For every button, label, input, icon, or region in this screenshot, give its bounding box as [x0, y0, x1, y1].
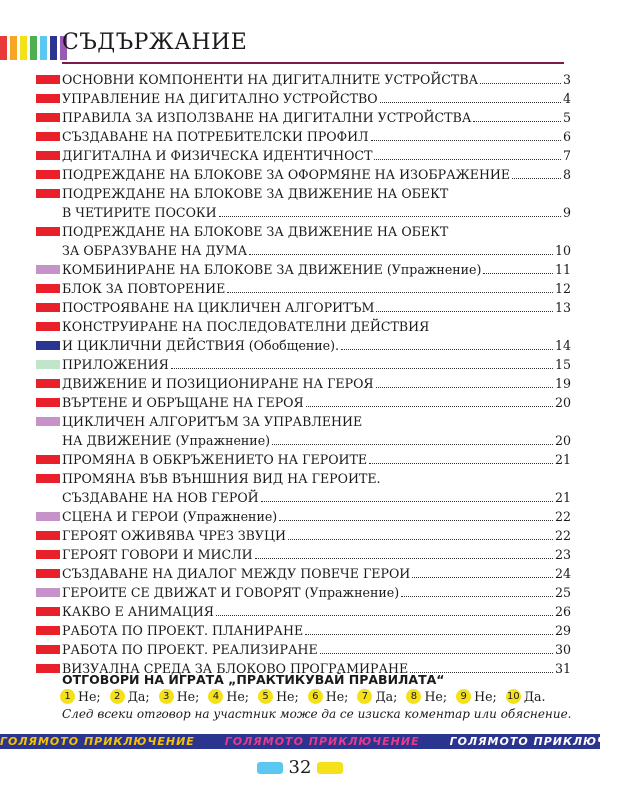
toc-entry-title: ПОСТРОЯВАНЕ НА ЦИКЛИЧЕН АЛГОРИТЪМ [62, 300, 375, 315]
toc-entry [36, 507, 571, 526]
toc-color-marker [36, 626, 60, 635]
toc-page-number: 12 [554, 281, 571, 296]
toc-page-number: 22 [554, 528, 571, 543]
answer-item [208, 689, 249, 704]
toc-page-number: 3 [562, 72, 571, 87]
toc-color-marker [36, 664, 60, 673]
answer-item [258, 689, 299, 704]
toc-entry [36, 526, 571, 545]
toc-color-marker [36, 607, 60, 616]
toc-leader-dots [412, 577, 553, 578]
answer-value: Не; [276, 689, 299, 704]
toc-page-number: 24 [554, 566, 571, 581]
toc-leader-dots [473, 121, 561, 122]
title-underline [62, 62, 564, 64]
toc-page-number: 26 [554, 604, 571, 619]
toc-page-number: 31 [554, 661, 571, 676]
toc-entry [36, 545, 571, 564]
toc-entry-title: ПОДРЕЖДАНЕ НА БЛОКОВЕ ЗА ДВИЖЕНИЕ НА ОБЕКТ [62, 186, 449, 201]
toc-page-number: 8 [562, 167, 571, 182]
toc-leader-dots [216, 615, 553, 616]
toc-entry [36, 431, 571, 450]
toc-entry [36, 640, 571, 659]
toc-entry [36, 374, 571, 393]
toc-leader-dots [249, 254, 553, 255]
toc-entry [36, 336, 571, 355]
toc-color-marker [36, 474, 60, 483]
answer-number-badge: 4 [208, 689, 223, 704]
toc-entry [36, 602, 571, 621]
toc-color-marker [36, 94, 60, 103]
toc-color-marker [36, 322, 60, 331]
toc-color-marker [36, 132, 60, 141]
toc-leader-dots [305, 634, 553, 635]
toc-leader-dots [401, 596, 553, 597]
answer-number-badge: 7 [357, 689, 372, 704]
toc-color-marker [36, 455, 60, 464]
answer-number-badge: 8 [406, 689, 421, 704]
toc-entry-title: ГЕРОЯТ ГОВОРИ И МИСЛИ [62, 547, 253, 562]
header-stripe [50, 36, 57, 60]
toc-entry [36, 241, 571, 260]
toc-page-number: 25 [554, 585, 571, 600]
toc-leader-dots [374, 159, 561, 160]
toc-leader-dots [261, 501, 553, 502]
header-stripe [20, 36, 27, 60]
toc-entry-title: И ЦИКЛИЧНИ ДЕЙСТВИЯ (Обобщение). [62, 338, 340, 353]
answer-item [406, 689, 447, 704]
toc-entry [36, 146, 571, 165]
toc-color-marker [36, 436, 60, 445]
answer-value: Да; [127, 689, 150, 704]
toc-color-marker [36, 417, 60, 426]
toc-entry [36, 564, 571, 583]
answer-value: Не; [176, 689, 200, 704]
toc-leader-dots [369, 463, 553, 464]
answer-number-badge: 9 [456, 689, 471, 704]
toc-page-number: 13 [554, 300, 571, 315]
toc-entry [36, 488, 571, 507]
toc-entry-title: ПРАВИЛА ЗА ИЗПОЛЗВАНЕ НА ДИГИТАЛНИ УСТРОЙСТВА [62, 110, 472, 125]
toc-entry-title: ВЪРТЕНЕ И ОБРЪЩАНЕ НА ГЕРОЯ [62, 395, 304, 410]
answer-item [456, 689, 497, 704]
toc-entry-title: СЪЗДАВАНЕ НА НОВ ГЕРОЙ [62, 490, 259, 505]
toc-entry-title: ДИГИТАЛНА И ФИЗИЧЕСКА ИДЕНТИЧНОСТ [62, 148, 373, 163]
toc-color-marker [36, 170, 60, 179]
toc-page-number: 11 [554, 262, 571, 277]
toc-color-marker [36, 360, 60, 369]
toc-entry-title: КАКВО Е АНИМАЦИЯ [62, 604, 214, 619]
toc-entry [36, 89, 571, 108]
toc-entry-title: ПОДРЕЖДАНЕ НА БЛОКОВЕ ЗА ОФОРМЯНЕ НА ИЗОБРАЖЕНИЕ [62, 167, 511, 182]
toc-leader-dots [227, 292, 553, 293]
answer-item [357, 689, 397, 704]
toc-color-marker [36, 398, 60, 407]
toc-color-marker [36, 113, 60, 122]
toc-page-number: 14 [554, 338, 571, 353]
answer-number-badge: 2 [110, 689, 125, 704]
toc-entry-title: В ЧЕТИРИТЕ ПОСОКИ [62, 205, 217, 220]
answer-value: Не; [424, 689, 448, 704]
toc-color-marker [36, 493, 60, 502]
toc-leader-dots [371, 140, 561, 141]
toc-entry [36, 450, 571, 469]
header-stripe [0, 36, 7, 60]
toc-leader-dots [376, 311, 553, 312]
footer-band [0, 734, 644, 749]
toc-entry [36, 70, 571, 89]
answer-item [308, 689, 349, 704]
toc-page-number: 4 [562, 91, 571, 106]
toc-page-number: 29 [554, 623, 571, 638]
footer-band-text: ГОЛЯМОТО ПРИКЛЮЧЕНИЕ [0, 735, 195, 748]
answer-value: Не; [325, 689, 349, 704]
answers-list [60, 689, 546, 704]
toc-entry-title: ГЕРОИТЕ СЕ ДВИЖАТ И ГОВОРЯТ (Упражнение) [62, 585, 400, 600]
toc-entry-title: БЛОК ЗА ПОВТОРЕНИЕ [62, 281, 226, 296]
toc-color-marker [36, 208, 60, 217]
toc-color-marker [36, 550, 60, 559]
toc-page-number: 23 [554, 547, 571, 562]
toc-entry [36, 222, 571, 241]
toc-leader-dots [512, 178, 561, 179]
toc-leader-dots [376, 387, 553, 388]
toc-color-marker [36, 512, 60, 521]
toc-entry-title: ЦИКЛИЧЕН АЛГОРИТЪМ ЗА УПРАВЛЕНИЕ [62, 414, 363, 429]
toc-entry [36, 108, 571, 127]
toc-page-number: 10 [554, 243, 571, 258]
toc-entry-title: ВИЗУАЛНА СРЕДА ЗА БЛОКОВО ПРОГРАМИРАНЕ [62, 661, 409, 676]
toc-color-marker [36, 246, 60, 255]
toc-entry-title: НА ДВИЖЕНИЕ (Упражнение) [62, 433, 271, 448]
toc-color-marker [36, 227, 60, 236]
toc-entry-title: ОСНОВНИ КОМПОНЕНТИ НА ДИГИТАЛНИТЕ УСТРОЙСТВА [62, 72, 479, 87]
toc-page-number: 30 [554, 642, 571, 657]
toc-page-number: 20 [554, 433, 571, 448]
page-number-area [0, 757, 600, 778]
toc-leader-dots [288, 539, 553, 540]
answers-note: След всеки отговор на участник може да се изиска коментар или обяснение. [62, 707, 572, 721]
toc-entry [36, 298, 571, 317]
toc-entry-title: ПРОМЯНА ВЪВ ВЪНШНИЯ ВИД НА ГЕРОИТЕ. [62, 471, 381, 486]
toc-entry [36, 583, 571, 602]
toc-color-marker [36, 341, 60, 350]
toc-entry [36, 127, 571, 146]
toc-leader-dots [219, 216, 561, 217]
page-title: СЪДЪРЖАНИЕ [62, 30, 248, 55]
toc-page-number: 15 [554, 357, 571, 372]
answer-item [110, 689, 150, 704]
toc-entry-title: СЪЗДАВАНЕ НА ДИАЛОГ МЕЖДУ ПОВЕЧЕ ГЕРОИ [62, 566, 411, 581]
answer-item [506, 689, 546, 704]
toc-entry [36, 165, 571, 184]
toc-entry [36, 184, 571, 203]
toc-page-number: 9 [562, 205, 571, 220]
toc-entry-title: ДВИЖЕНИЕ И ПОЗИЦИОНИРАНЕ НА ГЕРОЯ [62, 376, 374, 391]
toc-entry-title: СЪЗДАВАНЕ НА ПОТРЕБИТЕЛСКИ ПРОФИЛ [62, 129, 369, 144]
toc-color-marker [36, 531, 60, 540]
header-stripe [10, 36, 17, 60]
answers-title: ОТГОВОРИ НА ИГРАТА „ПРАКТИКУВАЙ ПРАВИЛАТА“ [62, 672, 445, 687]
toc-color-marker [36, 189, 60, 198]
answer-value: Да. [523, 689, 546, 704]
header-stripe [30, 36, 37, 60]
toc-page-number: 22 [554, 509, 571, 524]
toc-entry [36, 469, 571, 488]
toc-color-marker [36, 75, 60, 84]
answer-value: Да; [375, 689, 398, 704]
answer-number-badge: 1 [60, 689, 75, 704]
answer-value: Не; [474, 689, 497, 704]
toc-entry-title: ГЕРОЯТ ОЖИВЯВА ЧРЕЗ ЗВУЦИ [62, 528, 287, 543]
answer-number-badge: 10 [506, 691, 520, 702]
toc-color-marker [36, 645, 60, 654]
toc-entry-title: УПРАВЛЕНИЕ НА ДИГИТАЛНО УСТРОЙСТВО [62, 91, 378, 106]
toc-entry-title: КОМБИНИРАНЕ НА БЛОКОВЕ ЗА ДВИЖЕНИЕ (Упражнение) [62, 262, 482, 277]
toc-page-number: 19 [554, 376, 571, 391]
toc-leader-dots [255, 558, 553, 559]
toc-color-marker [36, 588, 60, 597]
answer-value: Не; [226, 689, 250, 704]
toc-entry-title: КОНСТРУИРАНЕ НА ПОСЛЕДОВАТЕЛНИ ДЕЙСТВИЯ [62, 319, 430, 334]
toc-color-marker [36, 569, 60, 578]
toc-entry-title: ПРИЛОЖЕНИЯ [62, 357, 169, 372]
toc-leader-dots [480, 83, 561, 84]
toc-entry-title: РАБОТА ПО ПРОЕКТ. РЕАЛИЗИРАНЕ [62, 642, 318, 657]
answer-number-badge: 5 [258, 689, 273, 704]
toc-leader-dots [341, 349, 553, 350]
toc-page-number: 20 [554, 395, 571, 410]
toc-entry [36, 317, 571, 336]
toc-leader-dots [279, 520, 553, 521]
toc-page-number: 5 [562, 110, 571, 125]
toc-entry-title: РАБОТА ПО ПРОЕКТ. ПЛАНИРАНЕ [62, 623, 304, 638]
footer-band-text: ГОЛЯМОТО ПРИКЛЮЧЕНИЕ [449, 735, 644, 748]
toc-leader-dots [380, 102, 561, 103]
toc-leader-dots [171, 368, 553, 369]
answer-value: Не; [78, 689, 101, 704]
header-stripe [40, 36, 47, 60]
page-number-left-tab [257, 762, 283, 774]
toc-entry-title: ПРОМЯНА В ОБКРЪЖЕНИЕТО НА ГЕРОИТЕ [62, 452, 368, 467]
toc-entry [36, 355, 571, 374]
toc-entry-title: ЗА ОБРАЗУВАНЕ НА ДУМА [62, 243, 248, 258]
toc-entry [36, 621, 571, 640]
toc-page-number: 7 [562, 148, 571, 163]
toc-leader-dots [306, 406, 553, 407]
toc-entry [36, 260, 571, 279]
table-of-contents [36, 70, 571, 678]
toc-color-marker [36, 265, 60, 274]
toc-leader-dots [272, 444, 553, 445]
toc-leader-dots [483, 273, 553, 274]
toc-color-marker [36, 151, 60, 160]
toc-color-marker [36, 379, 60, 388]
header-color-stripes [0, 36, 67, 60]
toc-entry [36, 412, 571, 431]
toc-entry [36, 393, 571, 412]
toc-color-marker [36, 284, 60, 293]
answer-number-badge: 3 [159, 689, 174, 704]
toc-leader-dots [320, 653, 553, 654]
page-number-right-tab [317, 762, 343, 774]
answer-item [60, 689, 101, 704]
page-number: 32 [288, 757, 312, 778]
toc-entry-title: СЦЕНА И ГЕРОИ (Упражнение) [62, 509, 278, 524]
answer-number-badge: 6 [308, 689, 323, 704]
toc-entry [36, 279, 571, 298]
toc-page-number: 6 [562, 129, 571, 144]
toc-page-number: 21 [554, 452, 571, 467]
toc-color-marker [36, 303, 60, 312]
answer-item [159, 689, 200, 704]
toc-entry-title: ПОДРЕЖДАНЕ НА БЛОКОВЕ ЗА ДВИЖЕНИЕ НА ОБЕКТ [62, 224, 449, 239]
footer-band-text: ГОЛЯМОТО ПРИКЛЮЧЕНИЕ [224, 735, 420, 748]
toc-page-number: 21 [554, 490, 571, 505]
toc-entry [36, 203, 571, 222]
